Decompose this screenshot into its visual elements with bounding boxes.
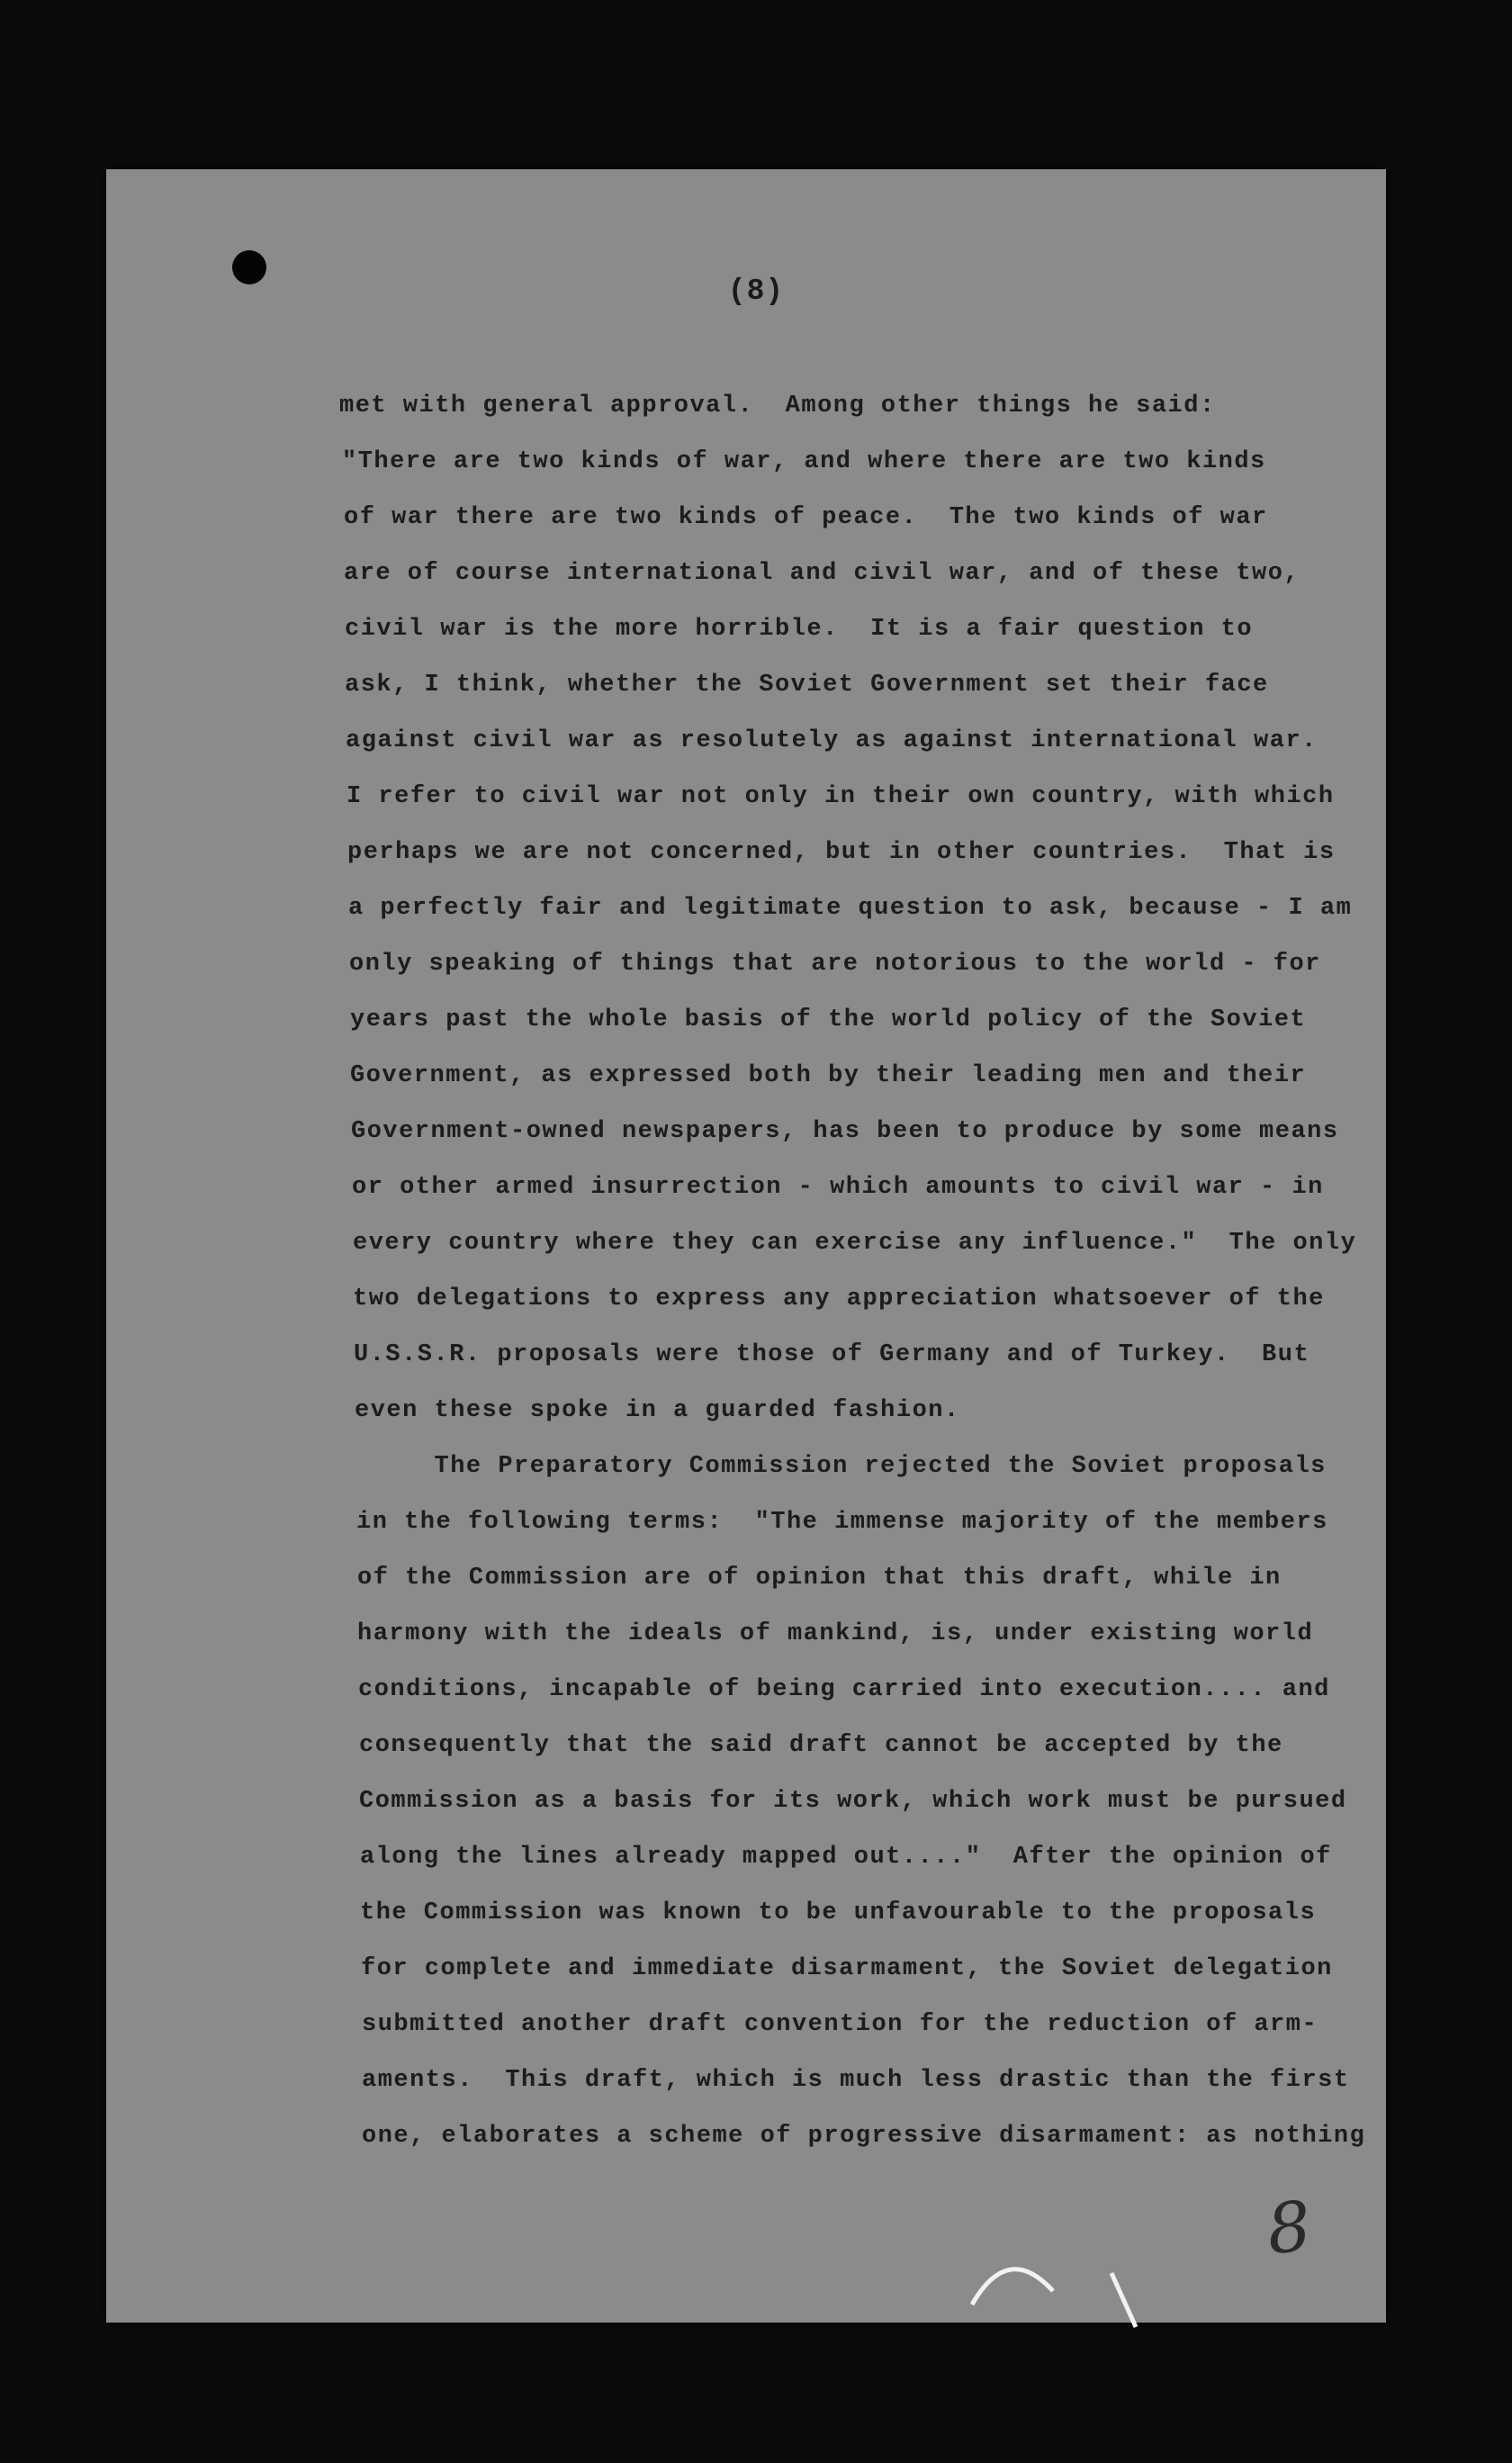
text-line: U.S.S.R. proposals were those of Germany and of Turkey. But: [354, 1341, 1310, 1368]
text-line: Government, as expressed both by their leading men and their: [350, 1062, 1307, 1089]
text-line: one, elaborates a scheme of progressive disarmament: as nothing: [362, 2123, 1366, 2150]
page-number: (8): [727, 275, 785, 308]
text-line: harmony with the ideals of mankind, is, under existing world: [357, 1620, 1314, 1647]
text-line: conditions, incapable of being carried into execution.... and: [358, 1676, 1330, 1703]
text-line: met with general approval. Among other things he said:: [339, 392, 1216, 420]
text-line: of the Commission are of opinion that this draft, while in: [357, 1565, 1282, 1592]
text-line: of war there are two kinds of peace. The two kinds of war: [344, 504, 1268, 531]
text-line: for complete and immediate disarmament, the Soviet delegation: [361, 1955, 1333, 1982]
text-line: aments. This draft, which is much less drastic than the first: [362, 2067, 1350, 2094]
handwritten-page-number: 8: [1263, 2185, 1315, 2270]
text-line: or other armed insurrection - which amounts to civil war - in: [352, 1174, 1324, 1201]
text-line: only speaking of things that are notorious to the world - for: [349, 951, 1321, 978]
text-line: a perfectly fair and legitimate question to ask, because - I am: [348, 895, 1353, 922]
text-line: against civil war as resolutely as against international war.: [346, 727, 1318, 754]
text-line: two delegations to express any appreciation whatsoever of the: [353, 1286, 1325, 1313]
text-line: "There are two kinds of war, and where there are two kinds: [342, 448, 1266, 475]
text-line: even these spoke in a guarded fashion.: [355, 1397, 960, 1424]
text-line: civil war is the more horrible. It is a fair question to: [345, 616, 1254, 643]
text-line: are of course international and civil war, and of these two,: [344, 560, 1300, 587]
text-line: the Commission was known to be unfavourable to the proposals: [360, 1899, 1317, 1926]
text-line: consequently that the said draft cannot be accepted by the: [359, 1732, 1283, 1759]
text-line: every country where they can exercise any influence." The only: [353, 1230, 1357, 1257]
text-line: ask, I think, whether the Soviet Government set their face: [345, 672, 1269, 699]
paper-tear-mark: [1112, 2273, 1136, 2327]
text-line: submitted another draft convention for the reduction of arm-: [362, 2011, 1318, 2038]
text-line: in the following terms: "The immense majority of the members: [356, 1509, 1328, 1536]
paper-tear-mark: [972, 2269, 1053, 2305]
text-line: along the lines already mapped out...." After the opinion of: [360, 1844, 1332, 1871]
text-line: I refer to civil war not only in their own country, with which: [346, 783, 1335, 810]
text-line: perhaps we are not concerned, but in other countries. That is: [347, 839, 1336, 866]
text-line: Government-owned newspapers, has been to produce by some means: [351, 1118, 1339, 1145]
text-line: years past the whole basis of the world policy of the Soviet: [350, 1006, 1307, 1033]
text-line: Commission as a basis for its work, which work must be pursued: [359, 1788, 1347, 1815]
text-line: The Preparatory Commission rejected the Soviet proposals: [355, 1453, 1327, 1480]
